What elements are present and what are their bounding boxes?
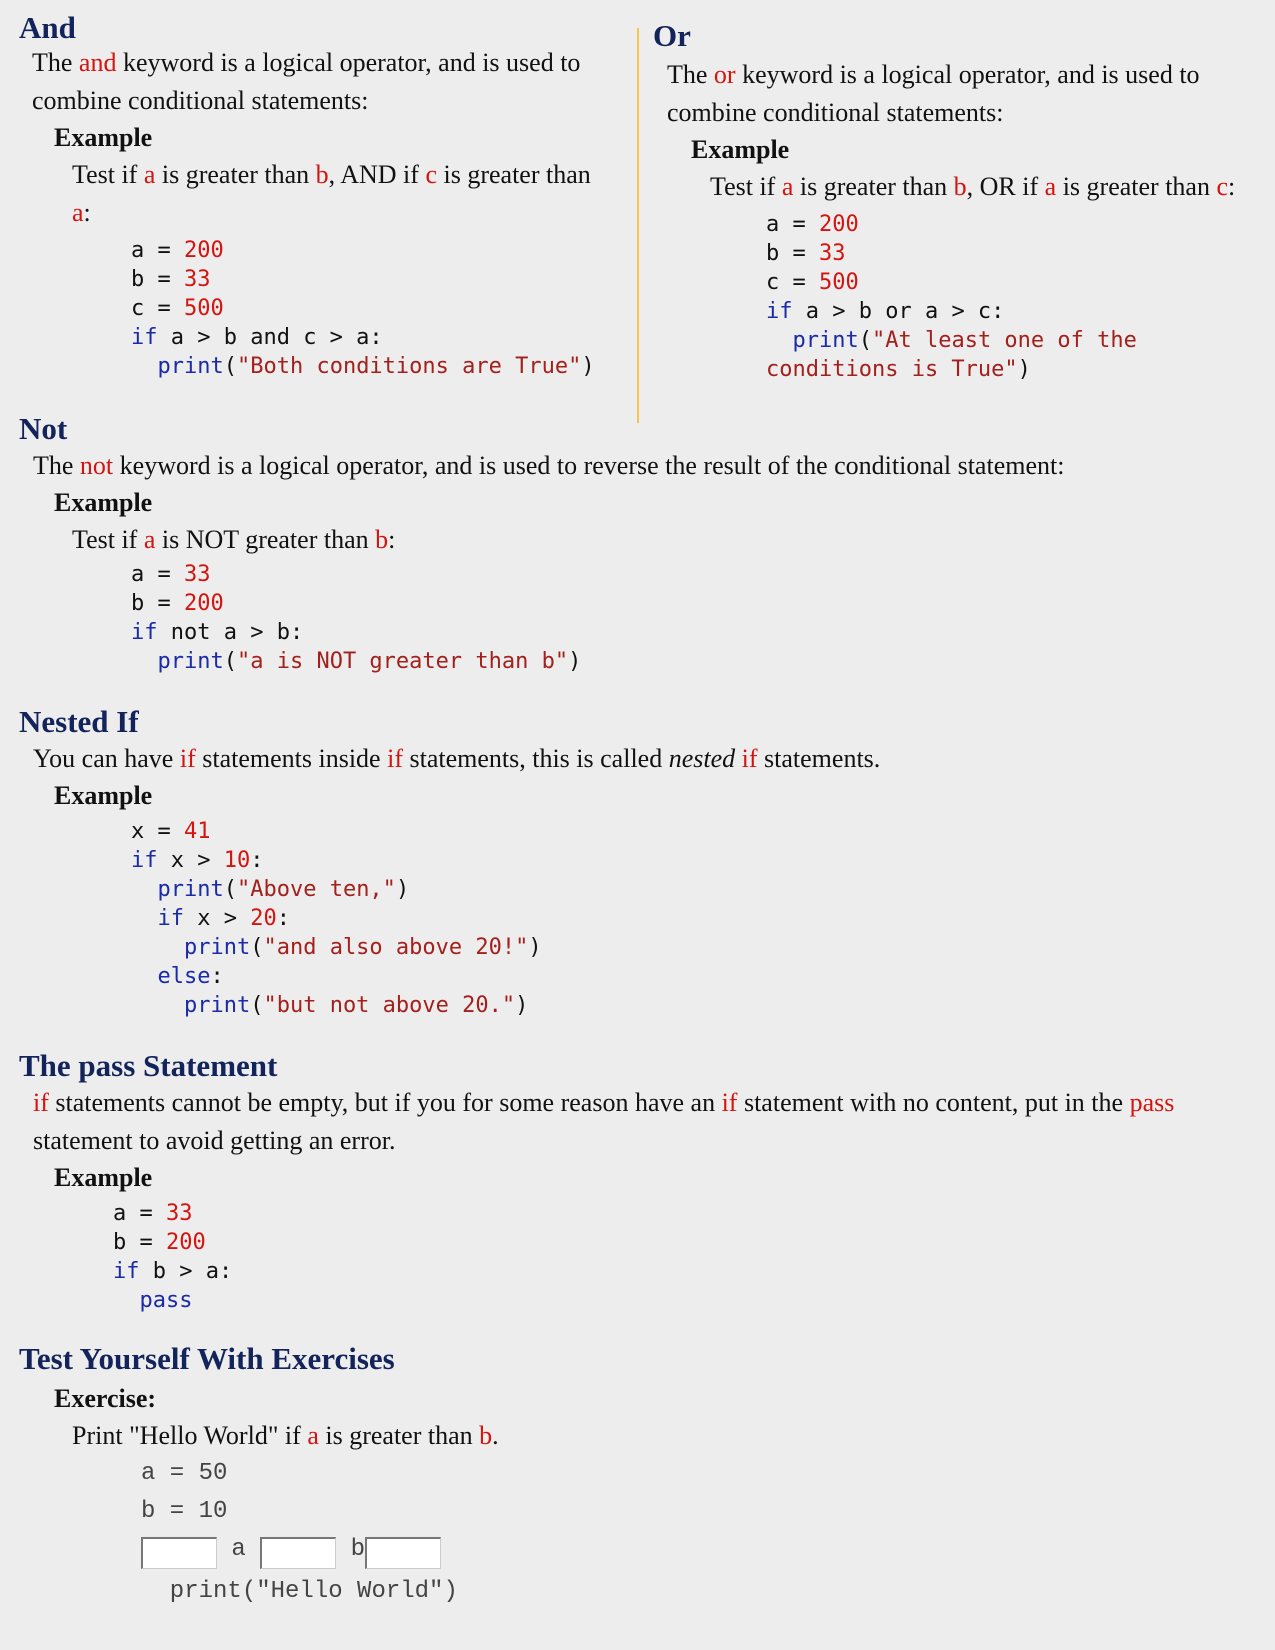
code-keyword: if <box>766 299 793 324</box>
and-ex-var-a: a <box>143 160 156 189</box>
and-desc-text: The <box>32 48 79 77</box>
code-text: ) <box>528 935 542 960</box>
column-divider <box>637 28 639 423</box>
code-text: a > b or a > c: <box>792 299 1005 324</box>
code-string: conditions is True" <box>766 357 1018 382</box>
not-ex-text-1: Test if <box>72 525 144 554</box>
code-string: "Both conditions are True" <box>236 354 582 379</box>
code-text: b = <box>131 267 184 292</box>
code-number: 200 <box>183 238 224 263</box>
not-ex-text-3: : <box>388 525 396 554</box>
or-ex-var-b: b <box>953 172 967 201</box>
or-keyword: or <box>713 60 736 89</box>
code-function: print <box>183 993 251 1018</box>
and-title: And <box>19 10 76 45</box>
and-ex-text-4: is greater than <box>436 160 591 189</box>
and-code-block <box>131 236 619 381</box>
and-ex-var-c: c <box>425 160 437 189</box>
and-keyword: and <box>78 48 117 77</box>
nested-if-description <box>33 740 1259 778</box>
nested-emphasis: nested <box>668 744 736 773</box>
not-ex-var-a: a <box>143 525 156 554</box>
code-text: : <box>250 848 264 873</box>
code-text: ( <box>858 328 872 353</box>
nested-desc-text-3: statements, this is called <box>402 744 669 773</box>
code-number: 200 <box>183 591 224 616</box>
pass-keyword-3: pass <box>1129 1088 1175 1117</box>
and-example-text <box>72 156 602 232</box>
exercise-token-a: a <box>217 1536 261 1563</box>
or-ex-text-5: : <box>1228 172 1236 201</box>
code-text: ( <box>223 354 237 379</box>
exercise-text-3: . <box>492 1421 499 1450</box>
code-keyword: if <box>131 620 158 645</box>
not-code-block <box>131 560 1259 676</box>
code-function: print <box>792 328 859 353</box>
and-ex-text-5: : <box>83 198 91 227</box>
code-text: : <box>276 906 290 931</box>
exercise-var-a: a <box>307 1421 319 1450</box>
pass-desc-text-3: statement to avoid getting an error. <box>33 1126 396 1155</box>
code-number: 20 <box>250 906 277 931</box>
pass-desc-text-1: statements cannot be empty, but if you for some reason have an <box>48 1088 722 1117</box>
and-ex-text-1: Test if <box>72 160 144 189</box>
pass-description <box>33 1084 1233 1160</box>
code-number: 500 <box>818 270 859 295</box>
exercise-line-2: b = 10 <box>141 1498 228 1525</box>
exercise-instructions <box>72 1417 1259 1455</box>
code-text: ) <box>581 354 595 379</box>
and-description <box>32 44 592 120</box>
code-number: 200 <box>165 1230 206 1255</box>
not-example-text <box>72 521 1259 559</box>
code-text: x = <box>131 819 184 844</box>
answer-input-3[interactable] <box>365 1537 441 1569</box>
and-section <box>19 10 619 381</box>
code-text: x > <box>184 906 251 931</box>
or-ex-var-a-2: a <box>1044 172 1057 201</box>
not-ex-text-2: is NOT greater than <box>155 525 376 554</box>
code-function: print <box>183 935 251 960</box>
not-title: Not <box>19 411 68 446</box>
code-text: c = <box>766 270 819 295</box>
code-text: ( <box>223 649 237 674</box>
code-text: a = <box>766 212 819 237</box>
exercise-section <box>19 1341 1259 1611</box>
exercise-code <box>141 1455 1259 1611</box>
answer-input-2[interactable] <box>260 1537 336 1569</box>
and-desc-text-2: keyword is a logical operator, and is used to combine conditional statements: <box>32 48 581 115</box>
code-number: 33 <box>165 1201 193 1226</box>
code-number: 33 <box>183 562 211 587</box>
exercise-text-2: is greater than <box>318 1421 480 1450</box>
or-ex-text-4: is greater than <box>1056 172 1217 201</box>
code-number: 33 <box>183 267 211 292</box>
code-text: a = <box>113 1201 166 1226</box>
and-ex-text-3: , AND if <box>328 160 426 189</box>
nested-desc-text-1: You can have <box>33 744 180 773</box>
or-ex-var-c: c <box>1216 172 1229 201</box>
code-text: ( <box>223 877 237 902</box>
exercise-line-3 <box>141 1531 1259 1569</box>
code-function: print <box>157 649 224 674</box>
or-ex-text-1: Test if <box>710 172 782 201</box>
or-title: Or <box>653 18 691 53</box>
pass-title: The pass Statement <box>19 1048 278 1083</box>
code-keyword: if <box>157 906 184 931</box>
code-text: : <box>210 964 224 989</box>
code-text: ) <box>1017 357 1031 382</box>
or-example-label: Example <box>691 135 790 164</box>
or-desc-text: The <box>667 60 714 89</box>
not-desc-text: The <box>33 451 80 480</box>
code-text: a = <box>131 562 184 587</box>
not-description <box>33 447 1259 485</box>
code-number: 41 <box>183 819 211 844</box>
exercise-line-4: print("Hello World") <box>141 1578 458 1605</box>
code-keyword: if <box>131 325 158 350</box>
code-string: "a is NOT greater than b" <box>236 649 569 674</box>
or-code-block <box>766 210 1253 384</box>
code-number: 33 <box>818 241 846 266</box>
code-text: b = <box>766 241 819 266</box>
code-text: ) <box>395 877 410 902</box>
exercise-text-1: Print "Hello World" if <box>72 1421 308 1450</box>
code-function: print <box>157 354 224 379</box>
code-keyword: else <box>157 964 211 989</box>
code-text: a > b and c > a: <box>157 325 383 350</box>
nested-keyword-3: if <box>741 744 758 773</box>
and-example-label: Example <box>54 123 153 152</box>
nested-desc-text-2: statements inside <box>195 744 388 773</box>
code-string: "but not above 20." <box>263 993 516 1018</box>
or-description <box>667 56 1247 132</box>
pass-keyword-2: if <box>721 1088 738 1117</box>
not-section <box>19 411 1259 676</box>
code-keyword: if <box>113 1259 140 1284</box>
nested-keyword-2: if <box>387 744 403 773</box>
or-ex-var-a: a <box>781 172 794 201</box>
exercise-var-b: b <box>479 1421 493 1450</box>
or-example-text <box>710 168 1250 206</box>
or-section <box>653 18 1253 384</box>
code-text: b = <box>113 1230 166 1255</box>
or-desc-text-2: keyword is a logical operator, and is used to combine conditional statements: <box>667 60 1200 127</box>
code-text: ) <box>568 649 582 674</box>
code-number: 200 <box>818 212 859 237</box>
code-text: c = <box>131 296 184 321</box>
code-text: a = <box>131 238 184 263</box>
code-keyword: pass <box>139 1288 193 1313</box>
code-text: ( <box>250 993 264 1018</box>
code-text: b = <box>131 591 184 616</box>
pass-desc-text-2: statement with no content, put in the <box>737 1088 1130 1117</box>
nested-example-label: Example <box>54 781 153 810</box>
code-text: ( <box>250 935 264 960</box>
nested-if-title: Nested If <box>19 704 139 739</box>
nested-if-section <box>19 704 1259 1020</box>
code-text: b > a: <box>139 1259 233 1284</box>
or-ex-text-3: , OR if <box>966 172 1045 201</box>
code-number: 500 <box>183 296 224 321</box>
exercise-token-b: b <box>336 1536 366 1563</box>
not-keyword: not <box>79 451 114 480</box>
code-text: x > <box>157 848 224 873</box>
nested-keyword-1: if <box>179 744 196 773</box>
code-function: print <box>157 877 224 902</box>
and-ex-var-a-2: a <box>72 198 84 227</box>
code-text: ) <box>515 993 529 1018</box>
code-number: 10 <box>223 848 251 873</box>
exercise-title: Test Yourself With Exercises <box>19 1341 395 1376</box>
code-text: not a > b: <box>157 620 304 645</box>
code-string: "and also above 20!" <box>263 935 529 960</box>
answer-input-1[interactable] <box>141 1537 217 1569</box>
or-ex-text-2: is greater than <box>793 172 954 201</box>
not-desc-text-2: keyword is a logical operator, and is used to reverse the result of the conditional statement: <box>113 451 1065 480</box>
and-ex-text-2: is greater than <box>155 160 316 189</box>
pass-keyword-1: if <box>33 1088 49 1117</box>
and-ex-var-b: b <box>315 160 329 189</box>
code-keyword: if <box>131 848 158 873</box>
pass-example-label: Example <box>54 1163 153 1192</box>
pass-code-block <box>113 1199 1259 1315</box>
nested-code-block <box>131 817 1259 1020</box>
exercise-line-1: a = 50 <box>141 1460 228 1487</box>
not-example-label: Example <box>54 488 153 517</box>
code-string: "At least one of the <box>871 328 1137 353</box>
code-string: "Above ten," <box>236 877 396 902</box>
pass-section <box>19 1048 1259 1315</box>
exercise-label: Exercise: <box>54 1384 157 1413</box>
nested-desc-text-5: statements. <box>757 744 881 773</box>
not-ex-var-b: b <box>375 525 389 554</box>
